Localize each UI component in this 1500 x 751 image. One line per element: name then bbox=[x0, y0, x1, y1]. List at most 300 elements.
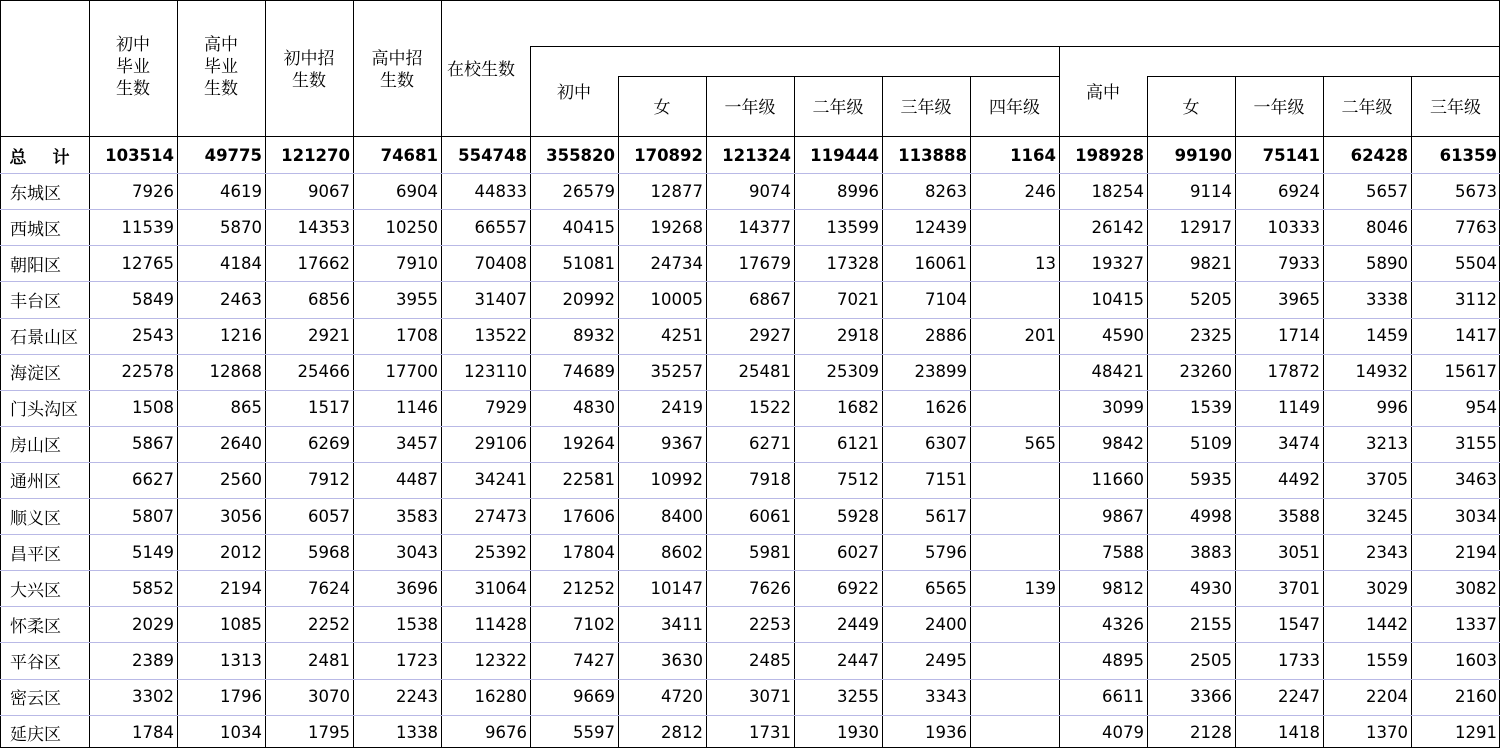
row-label: 顺义区 bbox=[10, 508, 61, 529]
table-cell: 1522 bbox=[749, 398, 791, 418]
grid-line bbox=[441, 0, 442, 748]
table-cell: 1626 bbox=[925, 398, 967, 418]
table-cell: 3213 bbox=[1366, 434, 1408, 454]
table-cell: 7588 bbox=[1102, 542, 1144, 562]
table-cell: 3457 bbox=[396, 434, 438, 454]
table-cell: 2495 bbox=[925, 650, 967, 670]
table-cell: 1714 bbox=[1278, 326, 1320, 346]
grid-line bbox=[89, 0, 90, 748]
table-cell: 16280 bbox=[474, 687, 527, 707]
table-cell: 12322 bbox=[474, 650, 527, 670]
table-cell: 3056 bbox=[220, 506, 262, 526]
table-cell: 7512 bbox=[837, 470, 879, 490]
table-cell: 4326 bbox=[1102, 614, 1144, 634]
table-cell: 1930 bbox=[837, 723, 879, 743]
table-cell: 6027 bbox=[837, 542, 879, 562]
table-cell: 1085 bbox=[220, 614, 262, 634]
table-cell: 2194 bbox=[220, 578, 262, 598]
table-cell: 170892 bbox=[634, 145, 703, 165]
table-cell: 25309 bbox=[826, 362, 879, 382]
table-cell: 20992 bbox=[562, 289, 615, 309]
table-cell: 1795 bbox=[308, 723, 350, 743]
table-cell: 121270 bbox=[281, 145, 350, 165]
grid-line bbox=[618, 76, 619, 748]
table-cell: 4184 bbox=[220, 253, 262, 273]
table-cell: 6057 bbox=[308, 506, 350, 526]
grid-line bbox=[0, 606, 1500, 607]
table-cell: 40415 bbox=[562, 217, 615, 237]
table-cell: 1796 bbox=[220, 687, 262, 707]
table-cell: 2886 bbox=[925, 326, 967, 346]
table-cell: 10415 bbox=[1091, 289, 1144, 309]
table-cell: 19264 bbox=[562, 434, 615, 454]
table-cell: 12917 bbox=[1179, 217, 1232, 237]
table-cell: 10250 bbox=[385, 217, 438, 237]
table-cell: 29106 bbox=[474, 434, 527, 454]
table-cell: 5981 bbox=[749, 542, 791, 562]
table-cell: 3630 bbox=[661, 650, 703, 670]
table-cell: 2449 bbox=[837, 614, 879, 634]
table-cell: 2253 bbox=[749, 614, 791, 634]
table-cell: 17606 bbox=[562, 506, 615, 526]
table-cell: 6627 bbox=[132, 470, 174, 490]
table-cell: 5935 bbox=[1190, 470, 1232, 490]
table-cell: 1146 bbox=[396, 398, 438, 418]
table-cell: 25466 bbox=[297, 362, 350, 382]
table-cell: 15617 bbox=[1444, 362, 1497, 382]
grid-line bbox=[0, 426, 1500, 427]
table-cell: 2812 bbox=[661, 723, 703, 743]
table-cell: 1517 bbox=[308, 398, 350, 418]
row-label: 西城区 bbox=[10, 219, 61, 240]
table-cell: 3034 bbox=[1455, 506, 1497, 526]
table-cell: 2194 bbox=[1455, 542, 1497, 562]
table-cell: 24734 bbox=[650, 253, 703, 273]
table-cell: 2389 bbox=[132, 650, 174, 670]
table-cell: 5867 bbox=[132, 434, 174, 454]
table-cell: 6611 bbox=[1102, 687, 1144, 707]
table-cell: 2128 bbox=[1190, 723, 1232, 743]
table-cell: 6856 bbox=[308, 289, 350, 309]
table-cell: 1538 bbox=[396, 614, 438, 634]
table-cell: 74681 bbox=[380, 145, 438, 165]
grid-line bbox=[1235, 76, 1236, 748]
table-cell: 6269 bbox=[308, 434, 350, 454]
table-cell: 103514 bbox=[105, 145, 174, 165]
table-cell: 17700 bbox=[385, 362, 438, 382]
table-cell: 74689 bbox=[562, 362, 615, 382]
table-cell: 51081 bbox=[562, 253, 615, 273]
table-cell: 1291 bbox=[1455, 723, 1497, 743]
row-label: 怀柔区 bbox=[10, 616, 61, 637]
table-cell: 6565 bbox=[925, 578, 967, 598]
table-cell: 7912 bbox=[308, 470, 350, 490]
table-cell: 4079 bbox=[1102, 723, 1144, 743]
table-cell: 1508 bbox=[132, 398, 174, 418]
table-cell: 5849 bbox=[132, 289, 174, 309]
table-cell: 1370 bbox=[1366, 723, 1408, 743]
table-cell: 7102 bbox=[573, 614, 615, 634]
table-cell: 3883 bbox=[1190, 542, 1232, 562]
table-cell: 355820 bbox=[546, 145, 615, 165]
table-cell: 3583 bbox=[396, 506, 438, 526]
table-cell: 13599 bbox=[826, 217, 879, 237]
table-cell: 7427 bbox=[573, 650, 615, 670]
table-cell: 4998 bbox=[1190, 506, 1232, 526]
table-cell: 13522 bbox=[474, 326, 527, 346]
table-cell: 14353 bbox=[297, 217, 350, 237]
table-cell: 119444 bbox=[810, 145, 879, 165]
table-cell: 7763 bbox=[1455, 217, 1497, 237]
grid-line bbox=[0, 498, 1500, 499]
table-cell: 2505 bbox=[1190, 650, 1232, 670]
table-cell: 35257 bbox=[650, 362, 703, 382]
table-cell bbox=[970, 679, 1059, 715]
table-cell: 10147 bbox=[650, 578, 703, 598]
table-cell: 2400 bbox=[925, 614, 967, 634]
table-cell: 9669 bbox=[573, 687, 615, 707]
table-cell: 1603 bbox=[1455, 650, 1497, 670]
table-cell bbox=[970, 642, 1059, 678]
table-cell: 11428 bbox=[474, 614, 527, 634]
table-cell: 3411 bbox=[661, 614, 703, 634]
table-cell: 1784 bbox=[132, 723, 174, 743]
row-label: 丰台区 bbox=[10, 291, 61, 312]
header-jh-grade4: 四年级 bbox=[989, 98, 1040, 118]
table-cell: 12439 bbox=[914, 217, 967, 237]
table-cell: 9114 bbox=[1190, 181, 1232, 201]
table-cell: 3112 bbox=[1455, 289, 1497, 309]
table-cell: 201 bbox=[1024, 326, 1056, 346]
grid-line bbox=[0, 136, 1500, 137]
table-cell: 12765 bbox=[121, 253, 174, 273]
table-cell: 3155 bbox=[1455, 434, 1497, 454]
table-cell: 9367 bbox=[661, 434, 703, 454]
table-cell: 9821 bbox=[1190, 253, 1232, 273]
table-cell: 3071 bbox=[749, 687, 791, 707]
table-cell: 8996 bbox=[837, 181, 879, 201]
table-cell: 12868 bbox=[209, 362, 262, 382]
table-cell: 10005 bbox=[650, 289, 703, 309]
table-cell: 8602 bbox=[661, 542, 703, 562]
table-cell: 1337 bbox=[1455, 614, 1497, 634]
table-cell: 3366 bbox=[1190, 687, 1232, 707]
table-cell: 25481 bbox=[738, 362, 791, 382]
row-label: 朝阳区 bbox=[10, 255, 61, 276]
table-cell: 7918 bbox=[749, 470, 791, 490]
table-cell: 14932 bbox=[1355, 362, 1408, 382]
table-cell: 5504 bbox=[1455, 253, 1497, 273]
table-cell: 2029 bbox=[132, 614, 174, 634]
table-cell: 2463 bbox=[220, 289, 262, 309]
grid-line bbox=[1147, 76, 1148, 748]
table-cell: 5968 bbox=[308, 542, 350, 562]
table-cell: 16061 bbox=[914, 253, 967, 273]
table-cell: 5890 bbox=[1366, 253, 1408, 273]
table-cell: 2481 bbox=[308, 650, 350, 670]
header-jh-grade1: 一年级 bbox=[724, 98, 776, 118]
grid-line bbox=[0, 390, 1500, 391]
table-cell: 6904 bbox=[396, 181, 438, 201]
table-cell: 27473 bbox=[474, 506, 527, 526]
grid-line bbox=[0, 245, 1500, 246]
table-cell: 11539 bbox=[121, 217, 174, 237]
table-cell: 5796 bbox=[925, 542, 967, 562]
table-cell: 22578 bbox=[121, 362, 174, 382]
grid-line bbox=[353, 0, 354, 748]
grid-line bbox=[794, 76, 795, 748]
table-cell: 6924 bbox=[1278, 181, 1320, 201]
table-cell: 2921 bbox=[308, 326, 350, 346]
table-cell: 123110 bbox=[464, 362, 527, 382]
grid-line bbox=[1411, 76, 1412, 748]
table-cell: 1936 bbox=[925, 723, 967, 743]
table-cell: 6121 bbox=[837, 434, 879, 454]
table-cell: 8932 bbox=[573, 326, 615, 346]
table-cell: 6922 bbox=[837, 578, 879, 598]
table-cell: 3043 bbox=[396, 542, 438, 562]
table-cell: 3588 bbox=[1278, 506, 1320, 526]
table-cell: 2343 bbox=[1366, 542, 1408, 562]
table-cell: 31407 bbox=[474, 289, 527, 309]
row-label: 延庆区 bbox=[10, 725, 61, 746]
table-cell: 23899 bbox=[914, 362, 967, 382]
table-cell: 7021 bbox=[837, 289, 879, 309]
grid-line bbox=[177, 0, 178, 748]
grid-line bbox=[0, 462, 1500, 463]
grid-line bbox=[0, 715, 1500, 716]
table-cell: 19327 bbox=[1091, 253, 1144, 273]
table-cell: 4251 bbox=[661, 326, 703, 346]
table-cell: 9067 bbox=[308, 181, 350, 201]
table-cell: 7151 bbox=[925, 470, 967, 490]
table-cell: 70408 bbox=[474, 253, 527, 273]
table-cell: 8400 bbox=[661, 506, 703, 526]
table-cell: 5109 bbox=[1190, 434, 1232, 454]
grid-line bbox=[0, 0, 1500, 1]
table-cell: 5852 bbox=[132, 578, 174, 598]
table-cell: 2419 bbox=[661, 398, 703, 418]
grid-line bbox=[265, 0, 266, 748]
table-cell: 3701 bbox=[1278, 578, 1320, 598]
table-cell bbox=[970, 498, 1059, 534]
table-cell: 1682 bbox=[837, 398, 879, 418]
table-cell: 62428 bbox=[1350, 145, 1408, 165]
table-cell: 1733 bbox=[1278, 650, 1320, 670]
table-cell: 6061 bbox=[749, 506, 791, 526]
header-sh-grade2: 二年级 bbox=[1341, 98, 1393, 118]
row-label: 总 计 bbox=[9, 147, 80, 168]
header-sh-grade1: 一年级 bbox=[1253, 98, 1305, 118]
grid-line bbox=[0, 570, 1500, 571]
table-cell: 1442 bbox=[1366, 614, 1408, 634]
table-cell: 99190 bbox=[1174, 145, 1232, 165]
table-cell: 2243 bbox=[396, 687, 438, 707]
table-cell bbox=[970, 606, 1059, 642]
table-cell: 3696 bbox=[396, 578, 438, 598]
table-cell: 26579 bbox=[562, 181, 615, 201]
table-cell: 1164 bbox=[1010, 145, 1056, 165]
table-cell: 9074 bbox=[749, 181, 791, 201]
table-cell: 3029 bbox=[1366, 578, 1408, 598]
row-label: 密云区 bbox=[10, 689, 61, 710]
table-cell: 2927 bbox=[749, 326, 791, 346]
table-cell: 31064 bbox=[474, 578, 527, 598]
table-cell bbox=[970, 390, 1059, 426]
header-sh-female: 女 bbox=[1182, 98, 1200, 118]
row-label: 通州区 bbox=[10, 472, 61, 493]
table-cell: 3245 bbox=[1366, 506, 1408, 526]
header-in-school: 在校生数 bbox=[447, 60, 515, 80]
table-cell: 1731 bbox=[749, 723, 791, 743]
table-cell: 1149 bbox=[1278, 398, 1320, 418]
table-cell: 17662 bbox=[297, 253, 350, 273]
table-cell: 3338 bbox=[1366, 289, 1408, 309]
table-cell: 66557 bbox=[474, 217, 527, 237]
grid-line bbox=[1323, 76, 1324, 748]
table-cell: 113888 bbox=[898, 145, 967, 165]
table-cell: 11660 bbox=[1091, 470, 1144, 490]
row-label: 平谷区 bbox=[10, 652, 61, 673]
header-senior-high: 高中 bbox=[1086, 83, 1120, 103]
table-cell bbox=[970, 534, 1059, 570]
row-label: 昌平区 bbox=[10, 544, 61, 565]
table-cell: 75141 bbox=[1262, 145, 1320, 165]
table-cell: 7626 bbox=[749, 578, 791, 598]
row-label: 东城区 bbox=[10, 183, 61, 204]
table-cell: 17804 bbox=[562, 542, 615, 562]
table-cell: 954 bbox=[1465, 398, 1497, 418]
header-sh-grade3: 三年级 bbox=[1430, 98, 1481, 118]
table-cell: 7624 bbox=[308, 578, 350, 598]
table-cell: 3070 bbox=[308, 687, 350, 707]
table-cell: 17679 bbox=[738, 253, 791, 273]
table-cell: 12877 bbox=[650, 181, 703, 201]
table-cell: 23260 bbox=[1179, 362, 1232, 382]
table-cell: 1418 bbox=[1278, 723, 1320, 743]
table-cell: 14377 bbox=[738, 217, 791, 237]
table-cell: 2252 bbox=[308, 614, 350, 634]
table-cell: 1559 bbox=[1366, 650, 1408, 670]
table-cell: 7104 bbox=[925, 289, 967, 309]
table-cell: 61359 bbox=[1439, 145, 1497, 165]
table-cell: 5617 bbox=[925, 506, 967, 526]
table-cell: 1417 bbox=[1455, 326, 1497, 346]
header-jh-grade3: 三年级 bbox=[900, 98, 952, 118]
table-cell: 2640 bbox=[220, 434, 262, 454]
table-cell: 4492 bbox=[1278, 470, 1320, 490]
table-cell: 1539 bbox=[1190, 398, 1232, 418]
grid-line bbox=[618, 76, 1060, 77]
table-cell: 17872 bbox=[1267, 362, 1320, 382]
table-cell: 565 bbox=[1024, 434, 1056, 454]
table-cell: 3255 bbox=[837, 687, 879, 707]
table-cell: 4619 bbox=[220, 181, 262, 201]
table-cell: 554748 bbox=[458, 145, 527, 165]
table-cell: 48421 bbox=[1091, 362, 1144, 382]
table-cell: 865 bbox=[230, 398, 262, 418]
table-cell: 3965 bbox=[1278, 289, 1320, 309]
table-cell: 3705 bbox=[1366, 470, 1408, 490]
table-cell: 3302 bbox=[132, 687, 174, 707]
table-cell bbox=[970, 209, 1059, 245]
table-cell: 6307 bbox=[925, 434, 967, 454]
table-cell: 1547 bbox=[1278, 614, 1320, 634]
table-cell: 7926 bbox=[132, 181, 174, 201]
table-cell: 5870 bbox=[220, 217, 262, 237]
table-cell: 4720 bbox=[661, 687, 703, 707]
table-cell: 996 bbox=[1376, 398, 1408, 418]
grid-line bbox=[0, 534, 1500, 535]
table-cell: 198928 bbox=[1075, 145, 1144, 165]
grid-line bbox=[0, 318, 1500, 319]
table-cell: 3474 bbox=[1278, 434, 1320, 454]
header-jh-grade2: 二年级 bbox=[812, 98, 864, 118]
table-cell: 1338 bbox=[396, 723, 438, 743]
table-cell: 1034 bbox=[220, 723, 262, 743]
table-cell: 1313 bbox=[220, 650, 262, 670]
table-cell bbox=[970, 462, 1059, 498]
grid-line bbox=[0, 173, 1500, 174]
table-cell: 5149 bbox=[132, 542, 174, 562]
table-cell: 4590 bbox=[1102, 326, 1144, 346]
grid-line bbox=[0, 354, 1500, 355]
table-cell: 5205 bbox=[1190, 289, 1232, 309]
table-cell: 10992 bbox=[650, 470, 703, 490]
table-cell: 18254 bbox=[1091, 181, 1144, 201]
table-cell: 9867 bbox=[1102, 506, 1144, 526]
table-cell: 2447 bbox=[837, 650, 879, 670]
table-cell: 9676 bbox=[485, 723, 527, 743]
table-cell: 1216 bbox=[220, 326, 262, 346]
table-cell: 9812 bbox=[1102, 578, 1144, 598]
grid-line bbox=[0, 281, 1500, 282]
table-cell: 26142 bbox=[1091, 217, 1144, 237]
grid-line bbox=[530, 46, 1060, 47]
table-cell: 22581 bbox=[562, 470, 615, 490]
header-jh-female: 女 bbox=[653, 98, 671, 118]
table-cell: 4830 bbox=[573, 398, 615, 418]
grid-line bbox=[970, 76, 971, 748]
table-cell: 2204 bbox=[1366, 687, 1408, 707]
row-label: 房山区 bbox=[10, 436, 61, 457]
table-cell: 5807 bbox=[132, 506, 174, 526]
table-cell bbox=[970, 715, 1059, 751]
table-cell: 139 bbox=[1024, 578, 1056, 598]
table-cell: 8046 bbox=[1366, 217, 1408, 237]
table-cell: 7933 bbox=[1278, 253, 1320, 273]
table-cell: 6271 bbox=[749, 434, 791, 454]
table-cell: 2560 bbox=[220, 470, 262, 490]
row-label: 石景山区 bbox=[10, 328, 78, 349]
table-cell bbox=[970, 354, 1059, 390]
table-cell: 1708 bbox=[396, 326, 438, 346]
grid-line bbox=[0, 642, 1500, 643]
table-cell: 3955 bbox=[396, 289, 438, 309]
table-cell: 19268 bbox=[650, 217, 703, 237]
table-cell: 5657 bbox=[1366, 181, 1408, 201]
table-cell: 2247 bbox=[1278, 687, 1320, 707]
table-cell: 3051 bbox=[1278, 542, 1320, 562]
table-cell: 34241 bbox=[474, 470, 527, 490]
table-cell: 1723 bbox=[396, 650, 438, 670]
table-cell: 3343 bbox=[925, 687, 967, 707]
grid-line bbox=[882, 76, 883, 748]
table-cell bbox=[970, 281, 1059, 317]
table-cell: 2160 bbox=[1455, 687, 1497, 707]
row-label: 门头沟区 bbox=[10, 400, 78, 421]
row-label: 海淀区 bbox=[10, 364, 61, 385]
